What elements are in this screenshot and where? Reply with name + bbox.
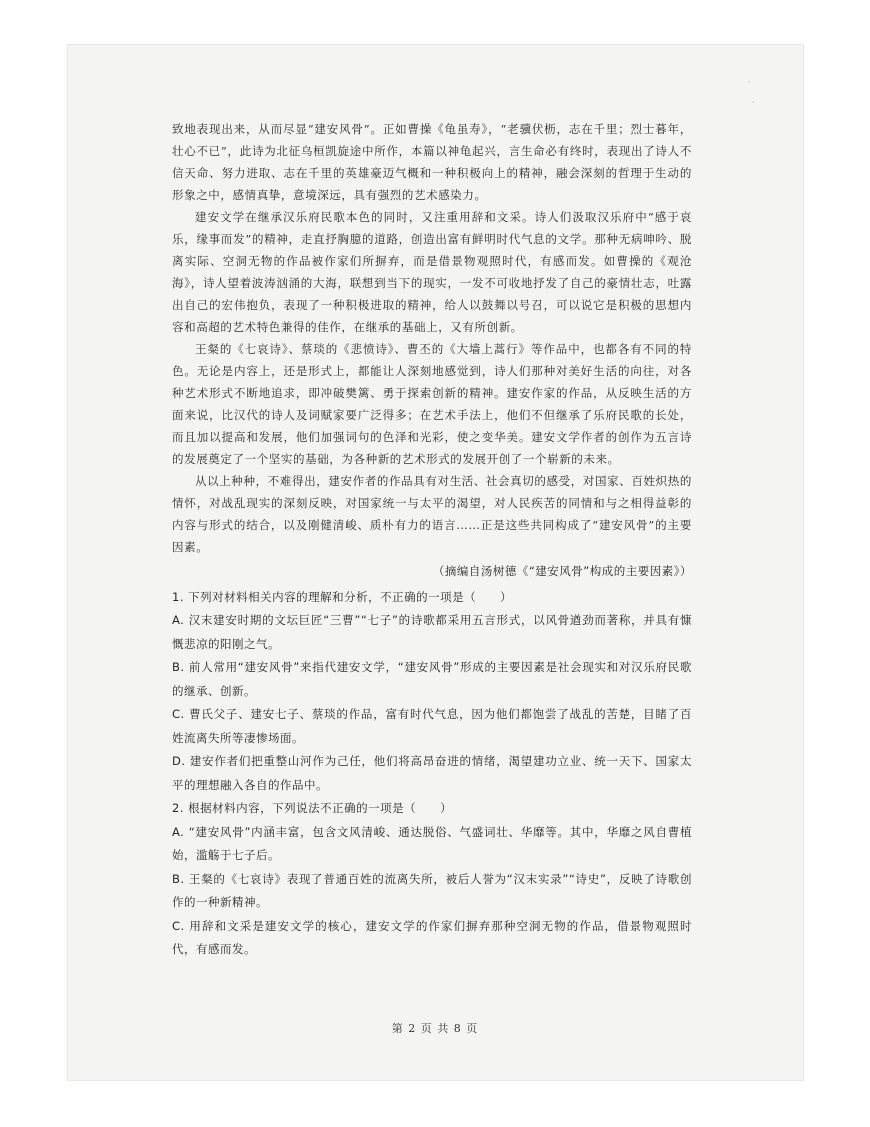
question-1-option-a: A. 汉末建安时期的文坛巨匠“三曹”“七子”的诗歌都采用五言形式，以风骨遒劲而著称，并具有慷慨悲凉的阳刚之气。	[172, 613, 692, 651]
source-citation: （摘编自汤树德《“建安风骨”构成的主要因素》）	[432, 564, 692, 578]
question-1-option-c: C. 曹氏父子、建安七子、蔡琰的作品，富有时代气息，因为他们都饱尝了战乱的苦楚，目睹了百姓流离失所等凄惨场面。	[172, 707, 692, 745]
question-2-option-a: A. “建安风骨”内涵丰富，包含文风清峻、通达脱俗、气盛词壮、华靡等。其中，华靡之风自曹植始，滥觞于七子后。	[172, 824, 692, 862]
question-2-stem: 2. 根据材料内容，下列说法不正确的一项是（ ）	[172, 801, 453, 815]
page-content	[172, 118, 692, 962]
passage-paragraph-2: 王粲的《七哀诗》、蔡琰的《悲愤诗》、曹丕的《大墙上蒿行》等作品中，也都各有不同的特色。无论是内容上，还是形式上，都能让人深刻地感觉到，诗人们那种对美好生活的向往，对各种艺术形式不断地追求，即冲破樊篱、勇于探索创新的精神。建安作家的作品，从反映生活的方面来说，比汉代的诗人及词赋家要广泛得多；在艺术手法上，他们不但继承了乐府民歌的长处，而且加以提高和发展，他们加强词句的色泽和光彩，使之变华美。建安文学作者的创作为五言诗的发展奠定了一个坚实的基础，为各种新的艺术形式的发展开创了一个崭新的未来。	[172, 342, 692, 466]
passage-paragraph-3: 从以上种种，不难得出，建安作者的作品具有对生活、社会真切的感受，对国家、百姓炽热的情怀，对战乱现实的深刻反映，对国家统一与太平的渴望，对人民疾苦的同情和与之相得益彰的内容与形式的结合，以及刚健清峻、质朴有力的语言……正是这些共同构成了“建安风骨”的主要因素。	[172, 474, 692, 554]
question-1-stem: 1. 下列对材料相关内容的理解和分析，不正确的一项是（ ）	[172, 589, 513, 604]
question-2	[172, 797, 692, 962]
page-number: 第 2 页 共 8 页	[391, 1022, 479, 1035]
question-2-option-b: B. 王粲的《七哀诗》表现了普通百姓的流离失所，被后人誉为“汉末实录”“诗史”，反映了诗歌创作的一种新精神。	[172, 871, 692, 909]
question-1	[172, 586, 692, 798]
question-1-option-b: B. 前人常用“建安风骨”来指代建安文学，“建安风骨”形成的主要因素是社会现实和对汉乐府民歌的继承、创新。	[172, 660, 692, 698]
question-2-option-c: C. 用辞和文采是建安文学的核心，建安文学的作家们摒弃那种空洞无物的作品，借景物观照时代，有感而发。	[172, 918, 692, 956]
passage-paragraph-1: 建安文学在继承汉乐府民歌本色的同时，又注重用辞和文采。诗人们汲取汉乐府中“感于哀乐，缘事而发”的精神，走直抒胸臆的道路，创造出富有鲜明时代气息的文学。那种无病呻吟、脱离实际、空洞无物的作品被作家们所摒弃，而是借景物观照时代，有感而发。如曹操的《观沧海》，诗人望着波涛汹涌的大海，联想到当下的现实，一发不可收地抒发了自己的豪情壮志，吐露出自己的宏伟抱负，表现了一种积极进取的精神，给人以鼓舞以号召，可以说它是积极的思想内容和高超的艺术特色兼得的佳作，在继承的基础上，又有所创新。	[172, 210, 692, 334]
scan-speck: ·	[752, 98, 755, 107]
scan-speck: ·	[748, 78, 751, 87]
question-1-option-d: D. 建安作者们把重整山河作为己任，他们将高昂奋进的情绪，渴望建功立业、统一天下、国家太平的理想融入各自的作品中。	[172, 754, 692, 792]
passage-paragraph-0: 致地表现出来，从而尽显“建安风骨”。正如曹操《龟虽寿》，“老骥伏枥，志在千里；烈士暮年，壮心不已”，此诗为北征乌桓凯旋途中所作，本篇以神龟起兴，言生命必有终时，表现出了诗人不信天命、努力进取、志在千里的英雄豪迈气概和一种积极向上的精神，融会深刻的哲理于生动的形象之中，感情真挚，意境深远，具有强烈的艺术感染力。	[172, 122, 692, 202]
